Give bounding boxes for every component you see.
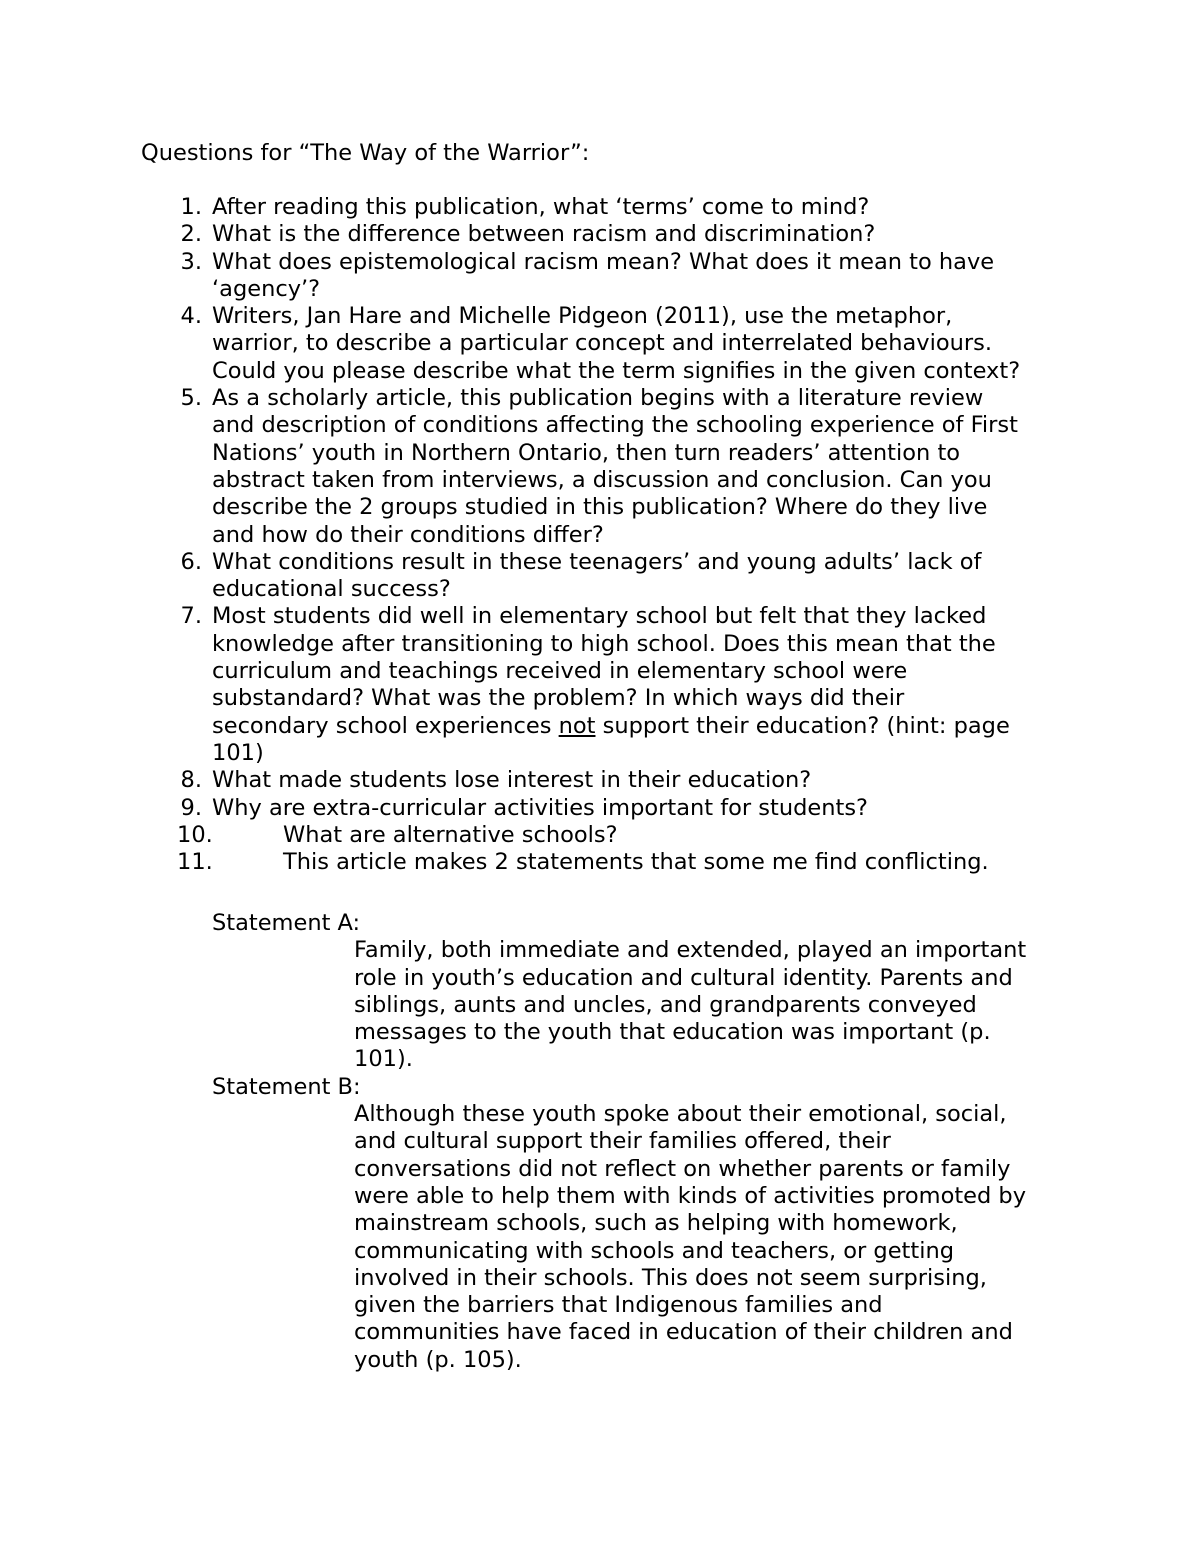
question-item <box>0 385 1092 549</box>
question-item <box>0 549 1092 604</box>
question-text: educational success? <box>212 576 451 603</box>
question-text: Writers, Jan Hare and Michelle Pidgeon (2011), use the metaphor, <box>212 303 953 330</box>
question-text: substandard? What was the problem? In which ways did their <box>212 685 905 712</box>
question-number: 5. <box>180 385 202 412</box>
statement-a-text <box>354 937 1112 1073</box>
underlined-emphasis: not <box>558 712 596 739</box>
question-number: 3. <box>180 248 202 275</box>
question-text: and description of conditions affecting the schooling experience of First <box>212 412 1018 439</box>
question-text: describe the 2 groups studied in this publication? Where do they live <box>212 494 988 521</box>
question-number: 9. <box>180 794 202 821</box>
statement-line: communicating with schools and teachers, or getting <box>354 1237 954 1264</box>
question-text: Why are extra-curricular activities important for students? <box>212 794 868 821</box>
statement-line: were able to help them with kinds of activities promoted by <box>354 1182 1027 1209</box>
question-text-segment: support their education? (hint: page <box>595 712 1010 739</box>
question-number: 11. <box>177 849 213 876</box>
statement-line: communities have faced in education of their children and <box>354 1319 1013 1346</box>
statements-section <box>212 910 1112 1374</box>
question-text: 101) <box>212 739 264 766</box>
document-title: Questions for “The Way of the Warrior”: <box>141 140 590 166</box>
question-item <box>0 767 1092 794</box>
statement-line: conversations did not reflect on whether parents or family <box>354 1155 1011 1182</box>
statement-line: Family, both immediate and extended, played an important <box>354 937 1027 964</box>
question-text: What made students lose interest in their education? <box>212 767 812 794</box>
question-item <box>0 221 1092 248</box>
statement-line: youth (p. 105). <box>354 1346 522 1373</box>
question-text-segment: secondary school experiences <box>212 712 559 739</box>
statement-line: and cultural support their families offered, their <box>354 1128 891 1155</box>
statement-line: involved in their schools. This does not seem surprising, <box>354 1264 987 1291</box>
question-text: What conditions result in these teenagers’ and young adults’ lack of <box>212 548 982 575</box>
question-text: This article makes 2 statements that some me find conflicting. <box>283 849 989 876</box>
statement-line: role in youth’s education and cultural identity. Parents and <box>354 964 1013 991</box>
question-item <box>0 303 1092 385</box>
question-text: Could you please describe what the term signifies in the given context? <box>212 357 1021 384</box>
statement-line: mainstream schools, such as helping with homework, <box>354 1210 958 1237</box>
question-number: 6. <box>180 548 202 575</box>
question-number: 1. <box>180 194 202 220</box>
question-text: abstract taken from interviews, a discussion and conclusion. Can you <box>212 466 992 493</box>
questions-list <box>0 194 1200 876</box>
question-item <box>0 849 1092 876</box>
statement-line: given the barriers that Indigenous families and <box>354 1292 883 1319</box>
statement-a-label: Statement A: <box>212 910 361 936</box>
question-item <box>0 249 1092 304</box>
question-text: What are alternative schools? <box>283 821 618 848</box>
question-item <box>0 603 1092 767</box>
question-item <box>0 194 1092 221</box>
question-number: 4. <box>180 303 202 330</box>
question-text-underlined-line <box>212 713 1092 740</box>
question-text: Most students did well in elementary school but felt that they lacked <box>212 603 987 630</box>
question-text: curriculum and teachings received in elementary school were <box>212 658 908 685</box>
statement-line: 101). <box>354 1046 413 1073</box>
statement-line: Although these youth spoke about their emotional, social, <box>354 1101 1007 1128</box>
statement-b-text <box>354 1101 1112 1374</box>
statement-line: siblings, aunts and uncles, and grandparents conveyed <box>354 991 977 1018</box>
question-text: and how do their conditions differ? <box>212 521 604 548</box>
question-text: After reading this publication, what ‘terms’ come to mind? <box>212 194 870 220</box>
question-number: 10. <box>177 821 213 848</box>
question-text: What does epistemological racism mean? What does it mean to have <box>212 248 995 275</box>
question-item <box>0 795 1092 822</box>
question-text: As a scholarly article, this publication begins with a literature review <box>212 385 984 412</box>
statement-b-label: Statement B: <box>212 1073 361 1100</box>
question-item <box>0 822 1092 849</box>
statement-line: messages to the youth that education was important (p. <box>354 1019 991 1046</box>
question-number: 7. <box>180 603 202 630</box>
question-text: warrior, to describe a particular concept and interrelated behaviours. <box>212 330 993 357</box>
question-text: ‘agency’? <box>212 275 321 302</box>
question-text: Nations’ youth in Northern Ontario, then turn readers’ attention to <box>212 439 961 466</box>
question-text: knowledge after transitioning to high school. Does this mean that the <box>212 630 996 657</box>
question-number: 8. <box>180 767 202 794</box>
question-number: 2. <box>180 221 202 248</box>
question-text: What is the difference between racism and discrimination? <box>212 221 876 248</box>
